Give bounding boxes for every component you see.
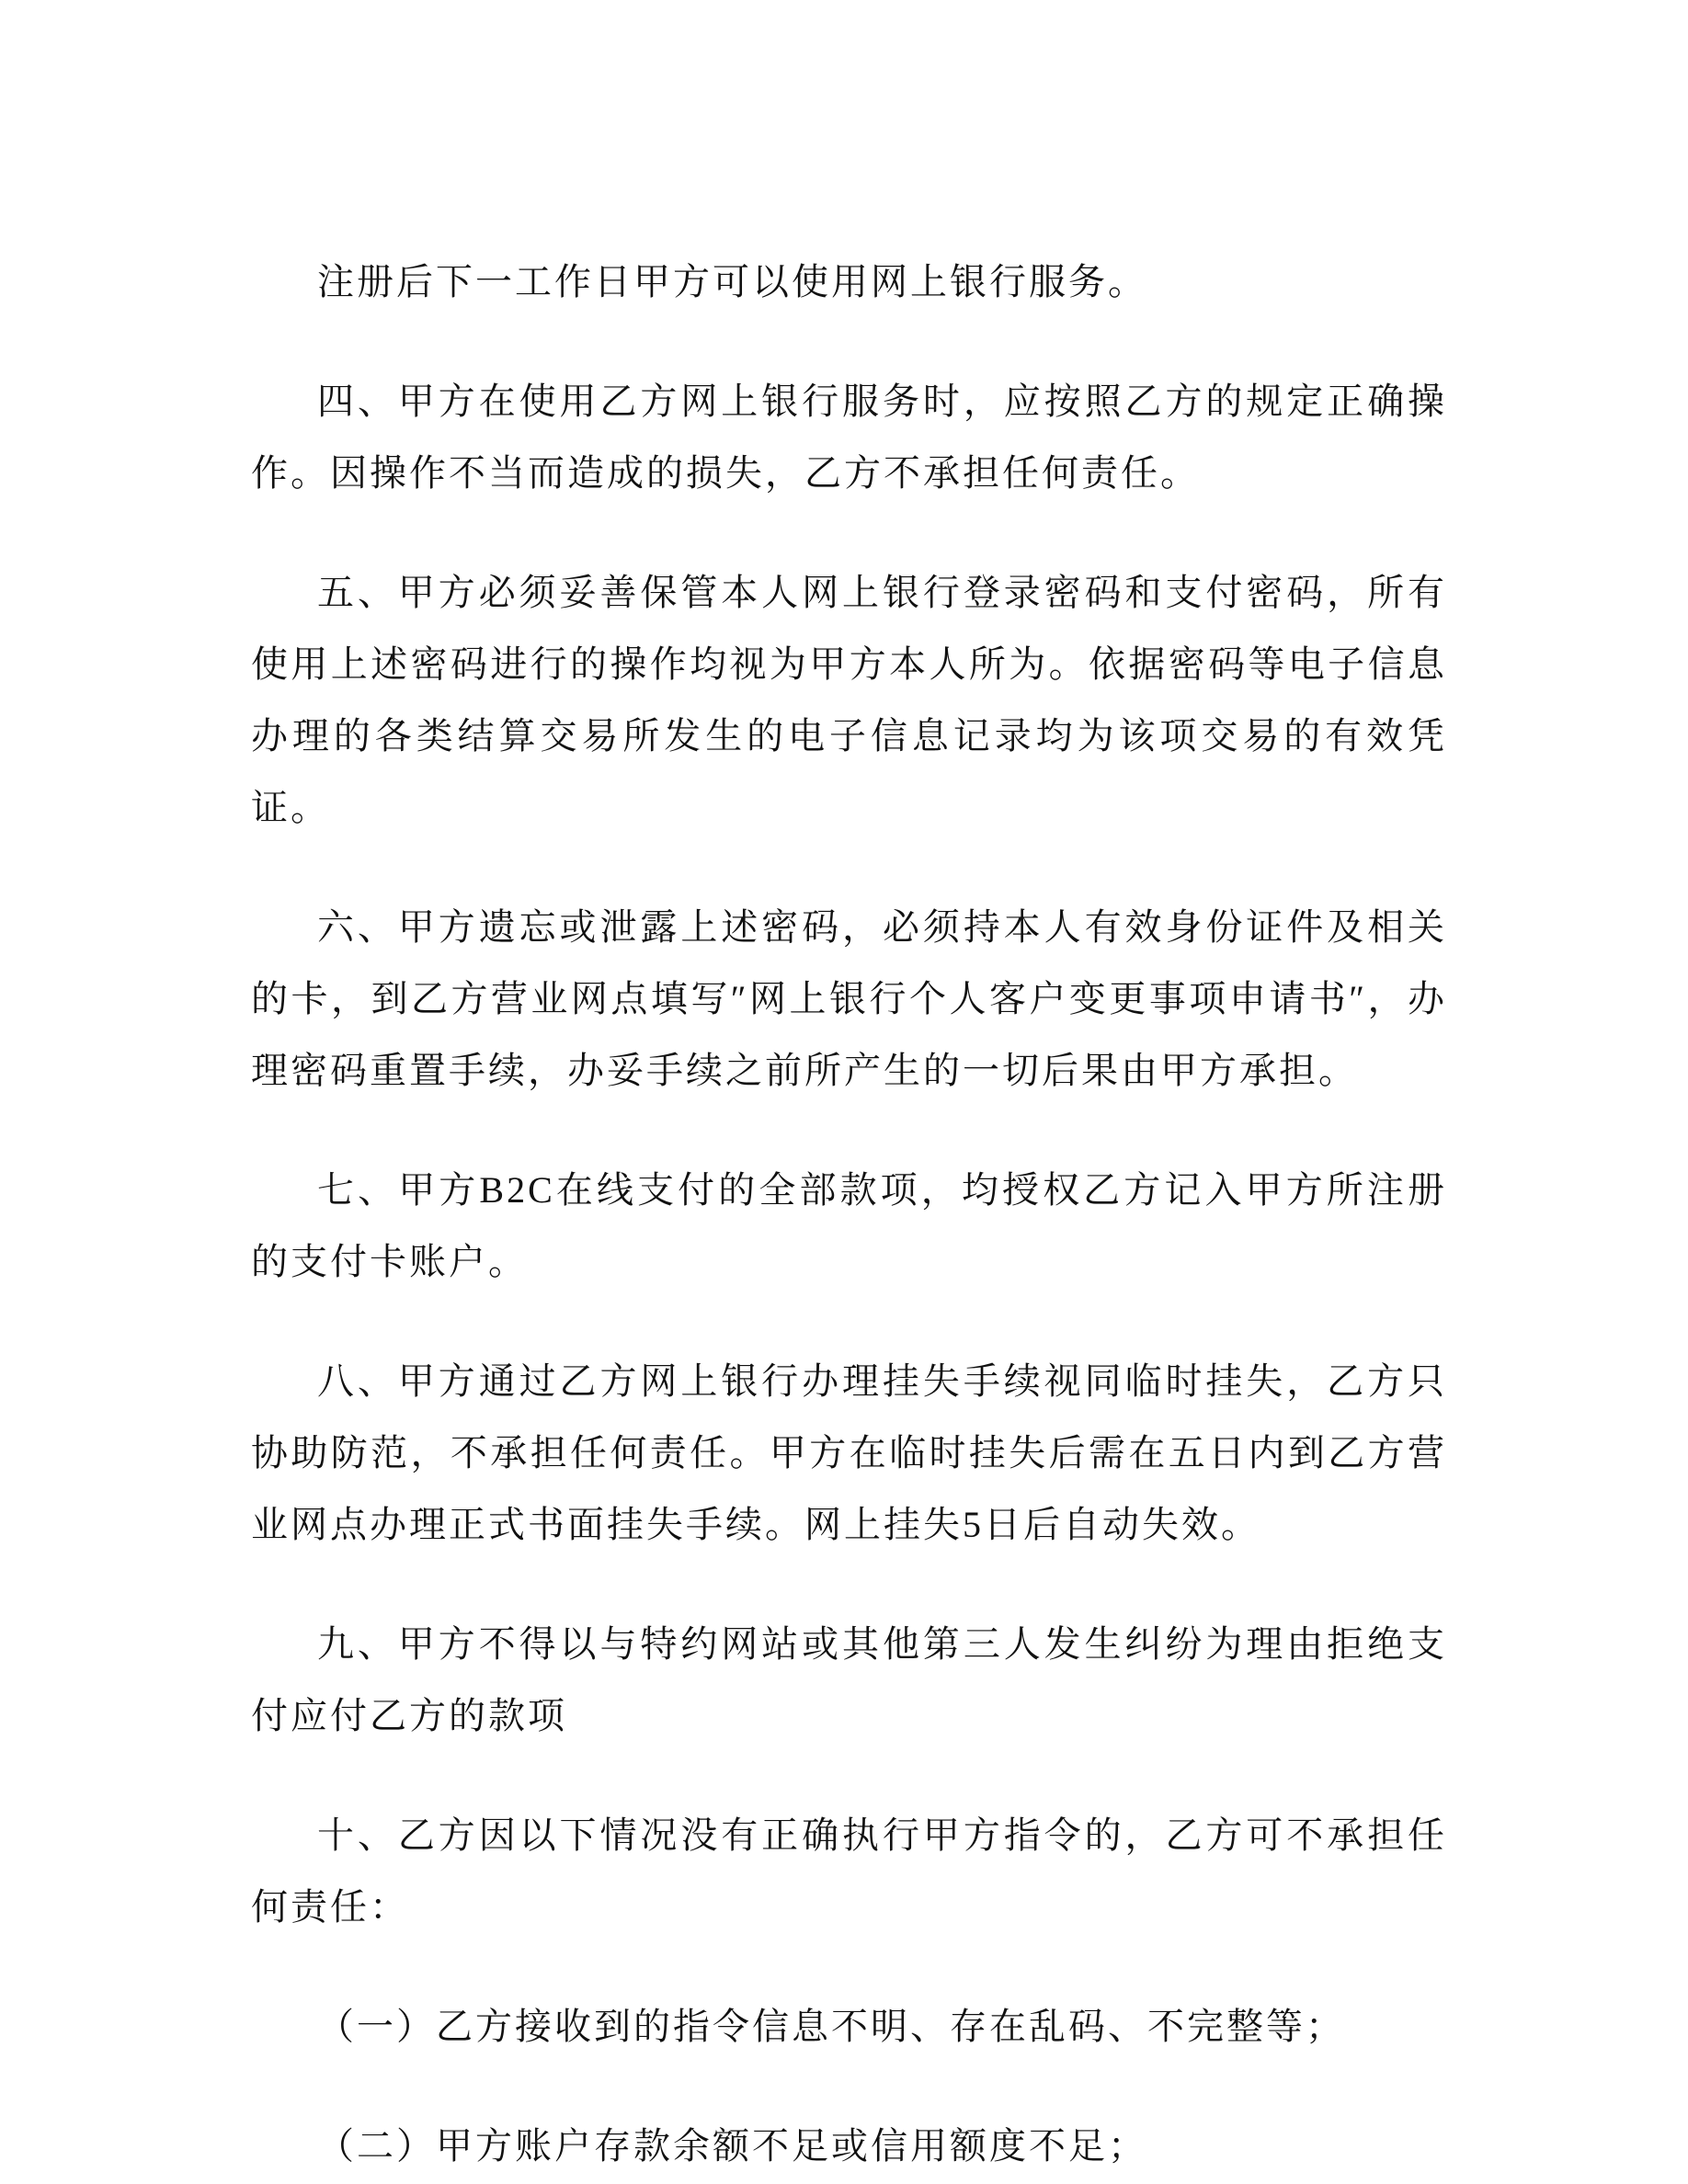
paragraph-clause-10: 十、乙方因以下情况没有正确执行甲方指令的，乙方可不承担任何责任： <box>251 1814 1447 1928</box>
paragraph-clause-8: 八、甲方通过乙方网上银行办理挂失手续视同临时挂失，乙方只协助防范，不承担任何责任。甲方在临时挂失后需在五日内到乙方营业网点办理正式书面挂失手续。网上挂失5日后自动失效。 <box>251 1360 1447 1545</box>
paragraph-clause-5: 五、甲方必须妥善保管本人网上银行登录密码和支付密码，所有使用上述密码进行的操作均视为甲方本人所为。依据密码等电子信息办理的各类结算交易所发生的电子信息记录均为该项交易的有效凭证。 <box>251 572 1447 828</box>
paragraph-clause-7: 七、甲方B2C在线支付的全部款项，均授权乙方记入甲方所注册的支付卡账户。 <box>251 1169 1447 1282</box>
paragraph-clause-10-item-1: （一）乙方接收到的指令信息不明、存在乱码、不完整等； <box>317 2006 1345 2047</box>
paragraph-clause-9: 九、甲方不得以与特约网站或其他第三人发生纠纷为理由拒绝支付应付乙方的款项 <box>251 1623 1447 1736</box>
paragraph-registration-note: 注册后下一工作日甲方可以使用网上银行服务。 <box>317 261 1147 302</box>
paragraph-clause-6: 六、甲方遗忘或泄露上述密码，必须持本人有效身份证件及相关的卡，到乙方营业网点填写″网上银行个人客户变更事项申请书″，办理密码重置手续，办妥手续之前所产生的一切后果由甲方承担。 <box>251 906 1447 1091</box>
paragraph-clause-4: 四、甲方在使用乙方网上银行服务时，应按照乙方的规定正确操作。因操作不当而造成的损失，乙方不承担任何责任。 <box>251 381 1447 494</box>
paragraph-clause-10-item-2: （二）甲方账户存款余额不足或信用额度不足； <box>317 2125 1147 2167</box>
